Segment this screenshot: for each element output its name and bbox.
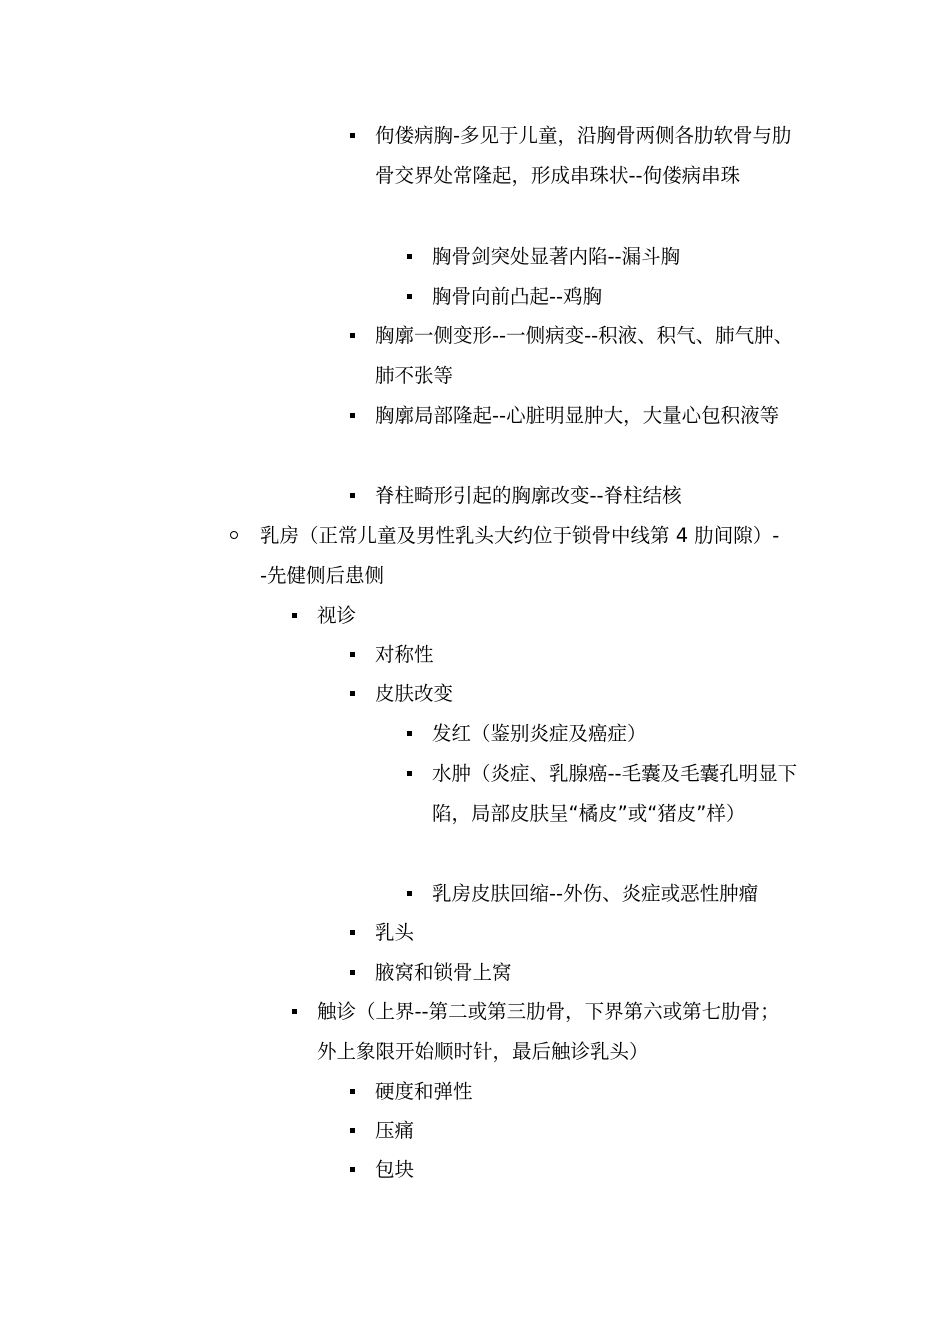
square-bullet-icon — [342, 396, 362, 436]
square-bullet-icon — [399, 277, 419, 317]
list-item — [375, 635, 807, 675]
list-item — [375, 316, 807, 396]
list-item-text: 胸廓一侧变形--一侧病变--积液、积气、肺气肿、肺不张等 — [375, 324, 794, 387]
list-item-text: 对称性 — [375, 643, 434, 666]
list-item — [260, 516, 780, 596]
list-item — [375, 1072, 807, 1112]
list-item-text: 乳房（正常儿童及男性乳头大约位于锁骨中线第 4 肋间隙）--先健侧后患侧 — [260, 524, 780, 587]
list-item-text: 硬度和弹性 — [375, 1080, 473, 1103]
list-item-text: 发红（鉴别炎症及癌症） — [432, 722, 647, 745]
list-item — [375, 1111, 807, 1151]
list-item-text: 触诊（上界--第二或第三肋骨，下界第六或第七肋骨；外上象限开始顺时针，最后触诊乳头） — [317, 1000, 780, 1063]
square-bullet-icon — [342, 635, 362, 675]
square-bullet-icon — [342, 116, 362, 156]
list-item-text: 水肿（炎症、乳腺癌--毛囊及毛囊孔明显下陷，局部皮肤呈“橘皮”或“猪皮”样） — [432, 762, 798, 825]
list-item-text: 脊柱畸形引起的胸廓改变--脊柱结核 — [375, 484, 682, 507]
list-item-text: 视诊 — [317, 604, 357, 627]
square-bullet-icon — [399, 754, 419, 794]
list-item-text: 乳房皮肤回缩--外伤、炎症或恶性肿瘤 — [432, 882, 759, 905]
list-item-text: 胸骨剑突处显著内陷--漏斗胸 — [432, 245, 681, 268]
list-item — [432, 237, 812, 277]
list-item — [375, 476, 807, 516]
list-item-text: 腋窝和锁骨上窝 — [375, 961, 512, 984]
list-item — [375, 396, 807, 436]
list-item-text: 胸廓局部隆起--心脏明显肿大，大量心包积液等 — [375, 404, 780, 427]
list-item — [432, 714, 812, 754]
list-item — [432, 277, 812, 317]
list-item — [432, 874, 812, 914]
list-item — [317, 596, 797, 636]
list-item-text: 压痛 — [375, 1119, 415, 1142]
square-bullet-icon — [399, 874, 419, 914]
square-bullet-icon — [284, 596, 304, 636]
square-bullet-icon — [342, 1150, 362, 1190]
list-item-text: 胸骨向前凸起--鸡胸 — [432, 285, 603, 308]
square-bullet-icon — [342, 476, 362, 516]
square-bullet-icon — [342, 1072, 362, 1112]
list-item-text: 佝偻病胸-多见于儿童，沿胸骨两侧各肋软骨与肋骨交界处常隆起，形成串珠状--佝偻病串珠 — [375, 124, 792, 187]
square-bullet-icon — [342, 913, 362, 953]
list-item — [375, 674, 807, 714]
list-item — [375, 116, 807, 196]
square-bullet-icon — [342, 953, 362, 993]
list-item — [317, 992, 797, 1072]
list-item — [432, 754, 804, 834]
list-item — [375, 913, 807, 953]
list-item — [375, 1150, 807, 1190]
square-bullet-icon — [284, 992, 304, 1032]
square-bullet-icon — [342, 316, 362, 356]
list-item-text: 皮肤改变 — [375, 682, 454, 705]
square-bullet-icon — [342, 1111, 362, 1151]
list-item-text: 包块 — [375, 1158, 415, 1181]
list-item-text: 乳头 — [375, 921, 415, 944]
list-item — [375, 953, 807, 993]
circle-bullet-icon — [224, 516, 244, 556]
square-bullet-icon — [399, 714, 419, 754]
square-bullet-icon — [342, 674, 362, 714]
square-bullet-icon — [399, 237, 419, 277]
